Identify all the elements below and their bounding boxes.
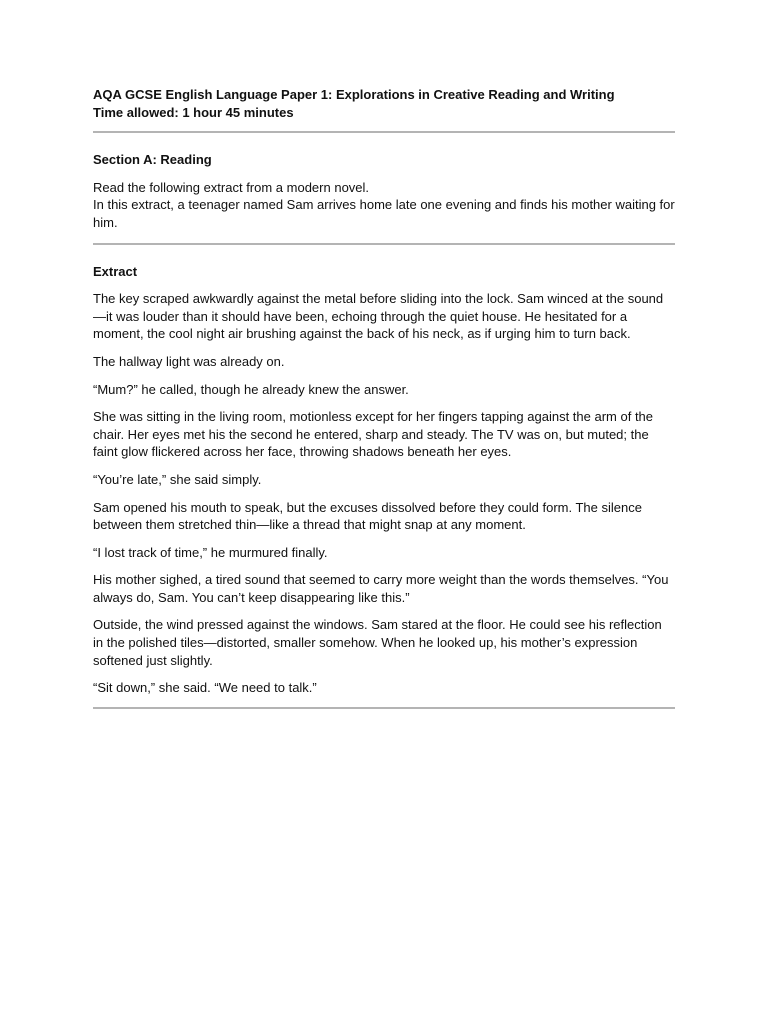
section-a-intro xyxy=(93,179,675,232)
paper-title: AQA GCSE English Language Paper 1: Explorations in Creative Reading and Writing xyxy=(93,87,615,102)
extract-paragraph: “Mum?” he called, though he already knew the answer. xyxy=(93,381,409,397)
extract-paragraph: Sam opened his mouth to speak, but the excuses dissolved before they could form. The silence between them stretched thin—like a thread that might snap at any moment. xyxy=(93,499,642,533)
intro-line: In this extract, a teenager named Sam arrives home late one evening and finds his mother waiting for him. xyxy=(93,197,675,230)
extract-paragraph: Outside, the wind pressed against the windows. Sam stared at the floor. He could see his reflection in the polished tiles—distorted, smaller somehow. When he looked up, his mother’s expression softened just slightly. xyxy=(93,617,662,668)
extract-paragraph: “I lost track of time,” he murmured finally. xyxy=(93,544,328,560)
extract-heading: Extract xyxy=(93,263,138,279)
divider xyxy=(93,243,675,245)
divider xyxy=(93,707,675,709)
section-a-heading: Section A: Reading xyxy=(93,152,212,168)
extract-body xyxy=(93,290,675,697)
extract-paragraph: The hallway light was already on. xyxy=(93,353,285,369)
extract-paragraph: “You’re late,” she said simply. xyxy=(93,471,262,487)
extract-paragraph: “Sit down,” she said. “We need to talk.” xyxy=(93,680,317,696)
extract-paragraph: His mother sighed, a tired sound that seemed to carry more weight than the words themselves. “You always do, Sam. You can’t keep disappearing like this.” xyxy=(93,572,669,605)
extract-paragraph: She was sitting in the living room, motionless except for her fingers tapping against the arm of the chair. Her eyes met his the second he entered, sharp and steady. The TV was on, but muted; the faint glow flickered across her face, throwing shadows beneath her eyes. xyxy=(93,409,654,460)
time-allowed: Time allowed: 1 hour 45 minutes xyxy=(93,104,294,120)
extract-paragraph: The key scraped awkwardly against the metal before sliding into the lock. Sam winced at the sound—it was louder than it should have been, echoing through the quiet house. He hesitated for a moment, the cool night air brushing against the back of his neck, as if urging him to turn back. xyxy=(93,291,664,342)
intro-line: Read the following extract from a modern novel. xyxy=(93,179,370,195)
document-content xyxy=(93,86,675,709)
divider xyxy=(93,131,675,133)
